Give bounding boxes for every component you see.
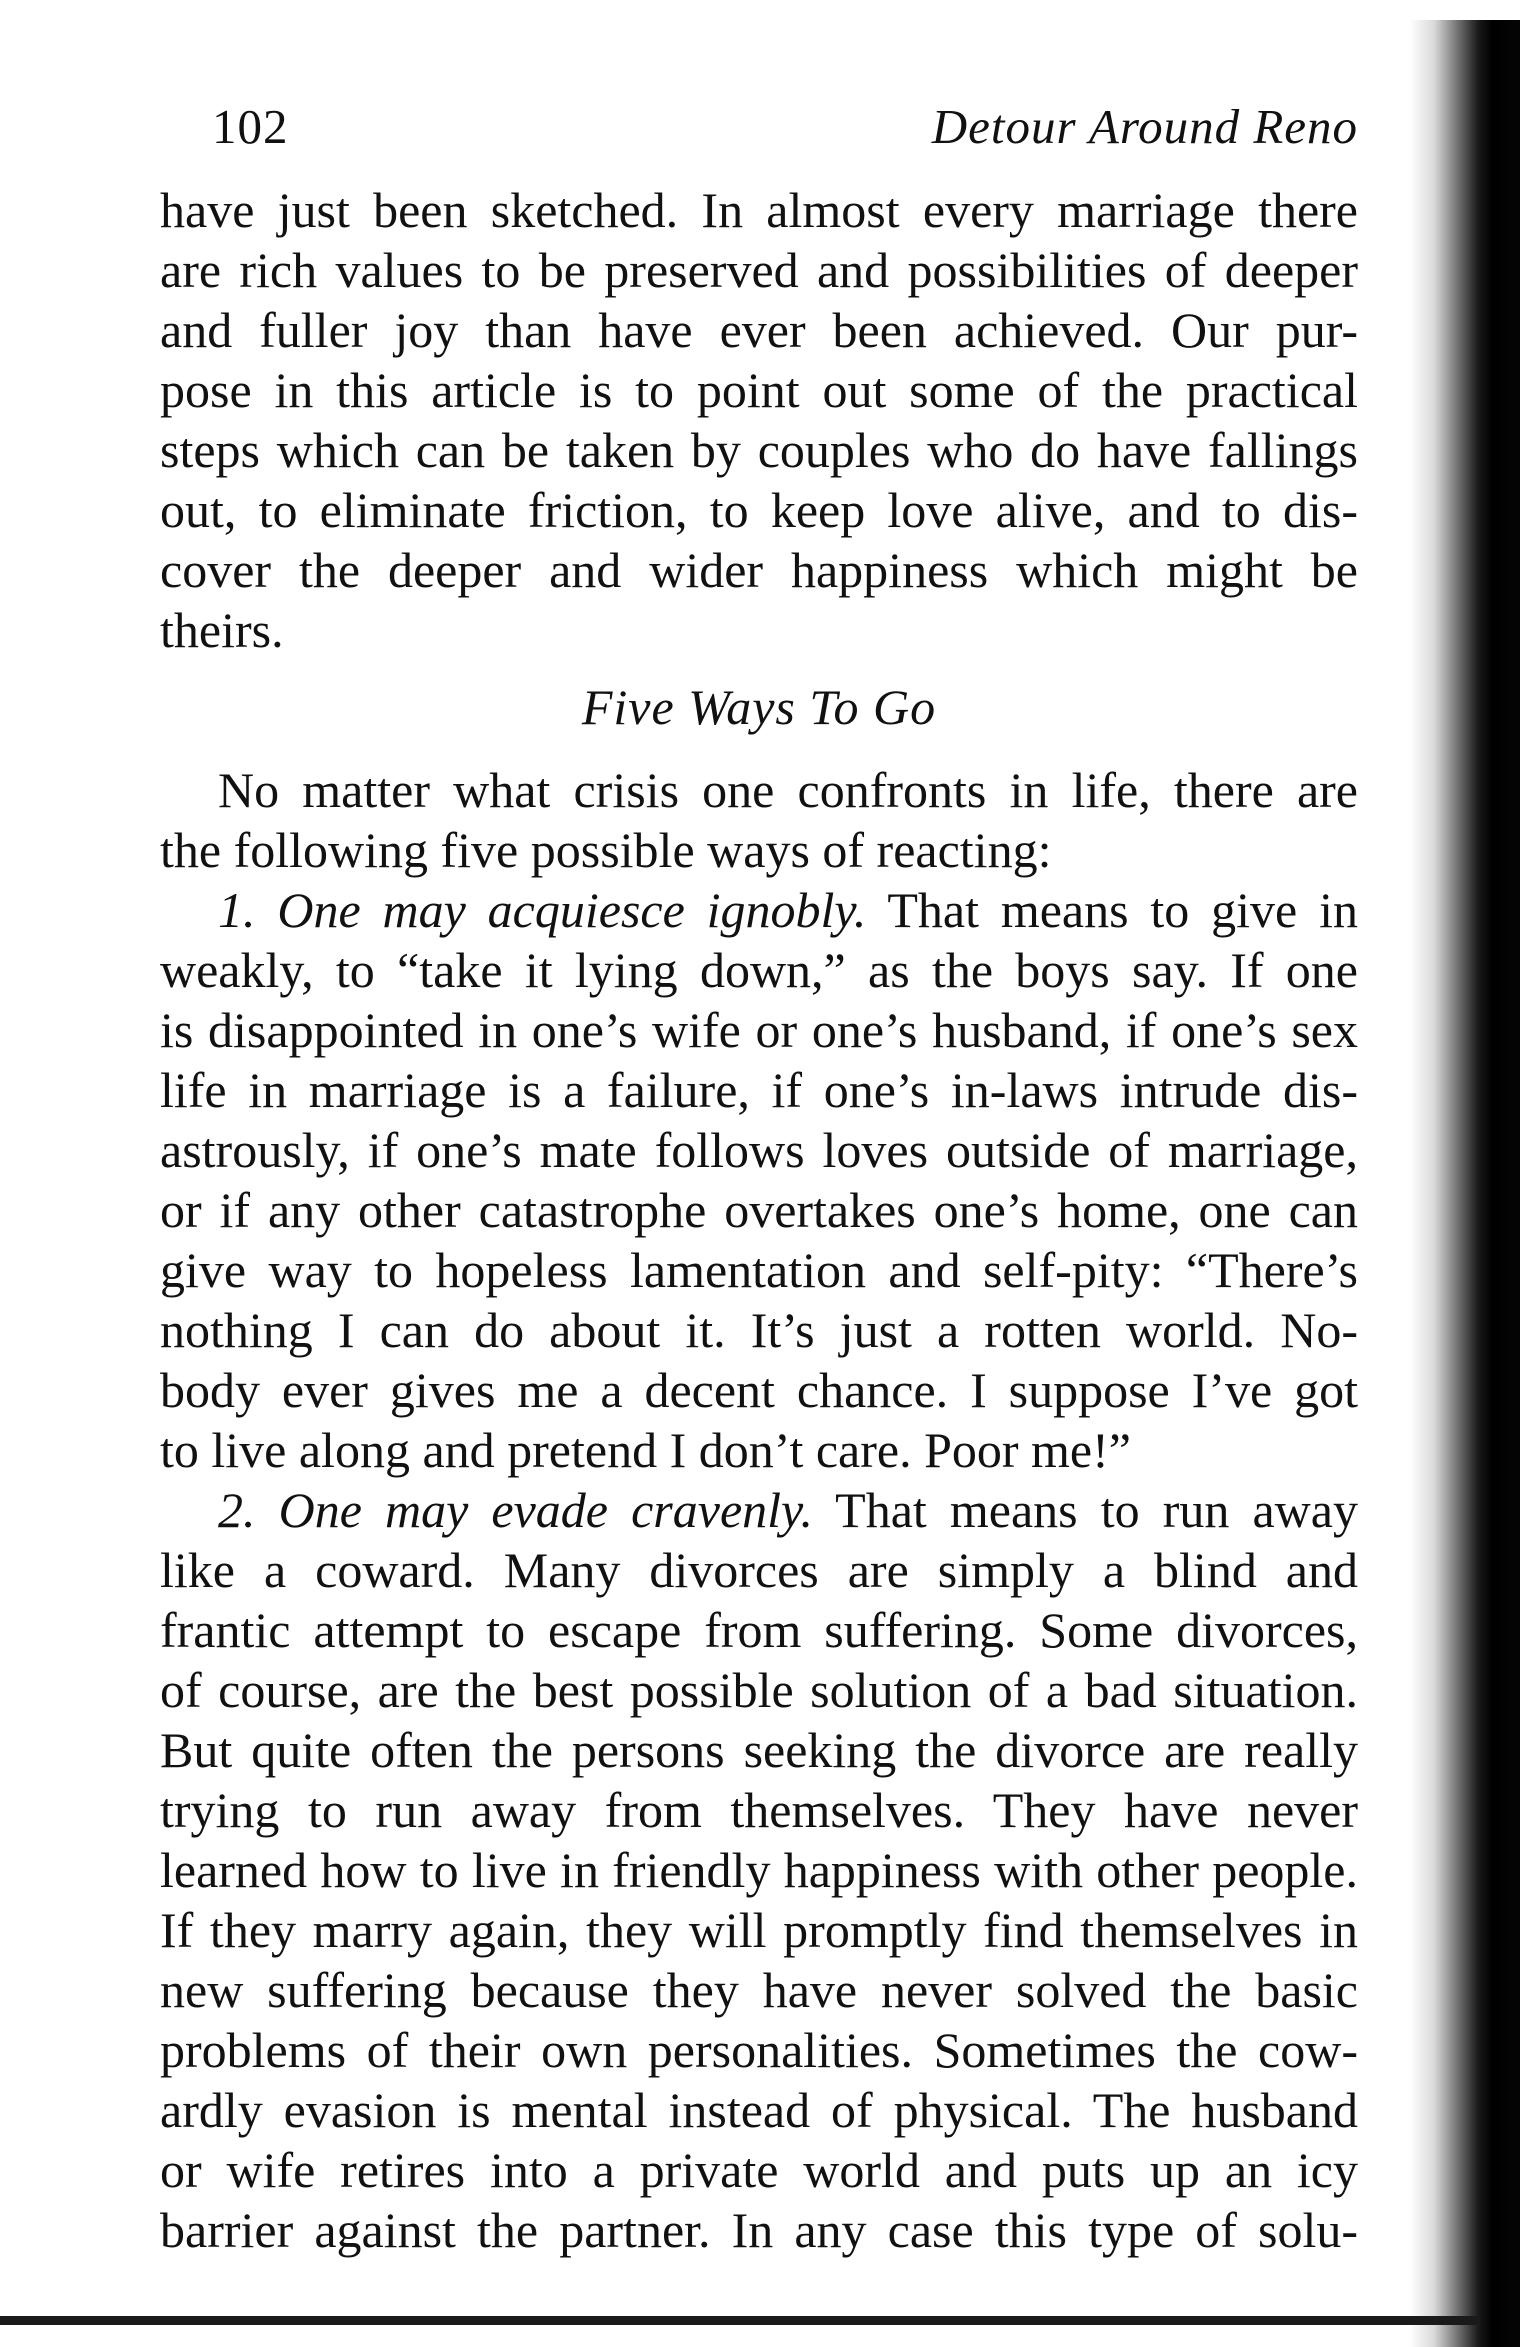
text-line: No matter what crisis one confronts in life, there are — [218, 762, 1358, 818]
text-line: out, to eliminate friction, to keep love alive, and to dis- — [160, 482, 1358, 538]
text-line: have just been sketched. In almost every marriage there — [160, 182, 1358, 238]
text-line: and fuller joy than have ever been achieved. Our pur- — [160, 302, 1358, 358]
text-line: barrier against the partner. In any case this type of solu- — [160, 2202, 1358, 2258]
text-line: learned how to live in friendly happiness with other people. — [160, 1842, 1358, 1898]
list-item-text: That means to give in — [887, 882, 1359, 938]
list-item-first-line — [160, 880, 1358, 940]
list-item-2 — [160, 1480, 1358, 2260]
text-line: like a coward. Many divorces are simply a blind and — [160, 1542, 1358, 1598]
text-line: the following five possible ways of reacting: — [160, 822, 1052, 878]
text-line: of course, are the best possible solution of a bad situation. — [160, 1662, 1358, 1718]
text-line: to live along and pretend I don’t care. Poor me!” — [160, 1422, 1131, 1478]
text-line: cover the deeper and wider happiness which might be — [160, 542, 1358, 598]
text-line: astrously, if one’s mate follows loves outside of marriage, — [160, 1122, 1358, 1178]
paragraph-intro — [160, 180, 1358, 660]
text-line: or if any other catastrophe overtakes one’s home, one can — [160, 1182, 1358, 1238]
text-line: body ever gives me a decent chance. I suppose I’ve got — [160, 1362, 1358, 1418]
text-line: give way to hopeless lamentation and self-pity: “There’s — [160, 1242, 1358, 1298]
text-line: are rich values to be preserved and possibilities of deeper — [160, 242, 1358, 298]
list-item-text: That means to run away — [835, 1482, 1358, 1538]
text-line: life in marriage is a failure, if one’s in-laws intrude dis- — [160, 1062, 1358, 1118]
list-item-title: One may acquiesce ignobly. — [277, 882, 867, 938]
text-line: is disappointed in one’s wife or one’s husband, if one’s sex — [160, 1002, 1358, 1058]
running-title: Detour Around Reno — [931, 99, 1358, 154]
page-header — [212, 92, 1358, 162]
text-line: steps which can be taken by couples who do have fallings — [160, 422, 1358, 478]
text-line: But quite often the persons seeking the divorce are really — [160, 1722, 1358, 1778]
text-line: new suffering because they have never solved the basic — [160, 1962, 1358, 2018]
text-line: problems of their own personalities. Sometimes the cow- — [160, 2022, 1358, 2078]
list-item-1 — [160, 880, 1358, 1480]
page-number: 102 — [212, 99, 289, 154]
page-bottom-edge — [0, 2316, 1480, 2325]
text-line: or wife retires into a private world and puts up an icy — [160, 2142, 1358, 2198]
page-edge-shadow — [1410, 20, 1520, 2347]
text-line: If they marry again, they will promptly find themselves in — [160, 1902, 1358, 1958]
text-line: ardly evasion is mental instead of physical. The husband — [160, 2082, 1358, 2138]
list-item-number: 2. — [218, 1482, 256, 1538]
body-text — [160, 180, 1358, 2260]
text-line: theirs. — [160, 602, 284, 658]
list-item-first-line — [160, 1480, 1358, 1540]
text-line: weakly, to “take it lying down,” as the boys say. If one — [160, 942, 1358, 998]
text-line: pose in this article is to point out some of the practical — [160, 362, 1358, 418]
list-item-number: 1. — [218, 882, 256, 938]
text-line: frantic attempt to escape from suffering. Some divorces, — [160, 1602, 1358, 1658]
text-line: nothing I can do about it. It’s just a rotten world. No- — [160, 1302, 1358, 1358]
text-line: trying to run away from themselves. They have never — [160, 1782, 1358, 1838]
section-heading: Five Ways To Go — [581, 679, 937, 735]
paragraph-crisis — [160, 760, 1358, 880]
list-item-title: One may evade cravenly. — [278, 1482, 813, 1538]
